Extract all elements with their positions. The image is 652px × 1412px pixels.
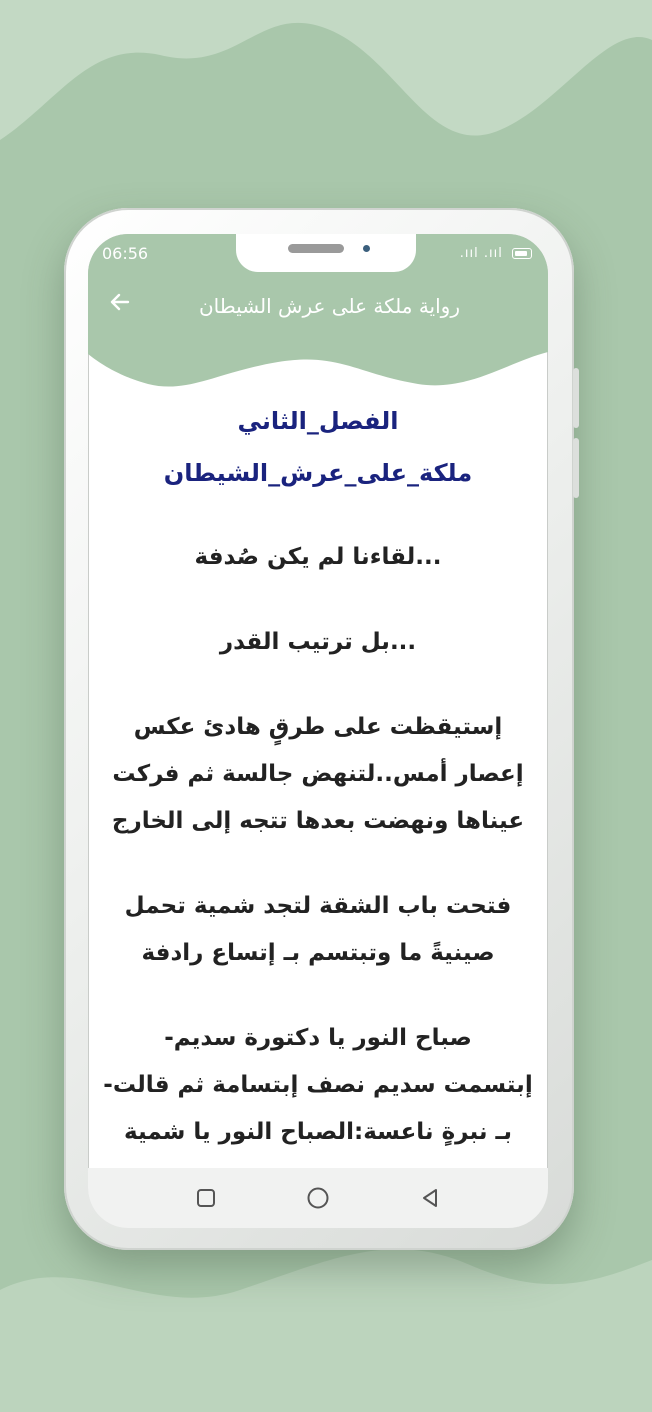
chapter-hashtag: ملكة_على_عرش_الشيطان (163, 459, 473, 487)
app-header (88, 234, 548, 392)
story-content[interactable] (88, 392, 548, 1168)
speaker (288, 244, 344, 253)
nav-back-button[interactable] (412, 1180, 448, 1216)
status-time: 06:56 (102, 244, 149, 263)
signal-icon: .ııl .ııl (459, 246, 503, 261)
status-icons (460, 246, 532, 261)
back-button[interactable] (108, 290, 142, 324)
chapter-heading: الفصل_الثاني (237, 407, 399, 435)
toolbar-title: رواية ملكة على عرش الشيطان (198, 294, 460, 318)
paragraph: فتحت باب الشقة لتجد شمية تحمل صينيةً ما وتبتسم بـ إتساع رادفة (124, 893, 512, 966)
front-camera (363, 245, 370, 252)
phone-screen (88, 234, 548, 1228)
battery-icon (512, 248, 532, 259)
triangle-back-icon (419, 1187, 441, 1209)
paragraph: صباح النور يا دكتورة سديم- (164, 1025, 472, 1051)
arrow-left-icon (108, 290, 132, 314)
home-button[interactable] (300, 1180, 336, 1216)
paragraph: ...لقاءنا لم يكن صُدفة (194, 544, 442, 570)
camera-notch (236, 234, 416, 272)
volume-button (573, 368, 579, 428)
power-button (573, 438, 579, 498)
paragraph: ...بل ترتيب القدر (219, 629, 417, 655)
paragraph: إستيقظت على طرقٍ هادئ عكس إعصار أمس..لتنهض جالسة ثم فركت عيناها ونهضت بعدها تتجه إلى الخارج (111, 714, 525, 834)
square-icon (196, 1188, 216, 1208)
paragraph: بـ نبرةٍ ناعسة:الصباح النور يا شمية (124, 1119, 512, 1145)
system-nav-bar (88, 1168, 548, 1228)
paragraph: إبتسمت سديم نصف إبتسامة ثم قالت- (103, 1072, 533, 1098)
circle-icon (306, 1186, 330, 1210)
recent-apps-button[interactable] (188, 1180, 224, 1216)
